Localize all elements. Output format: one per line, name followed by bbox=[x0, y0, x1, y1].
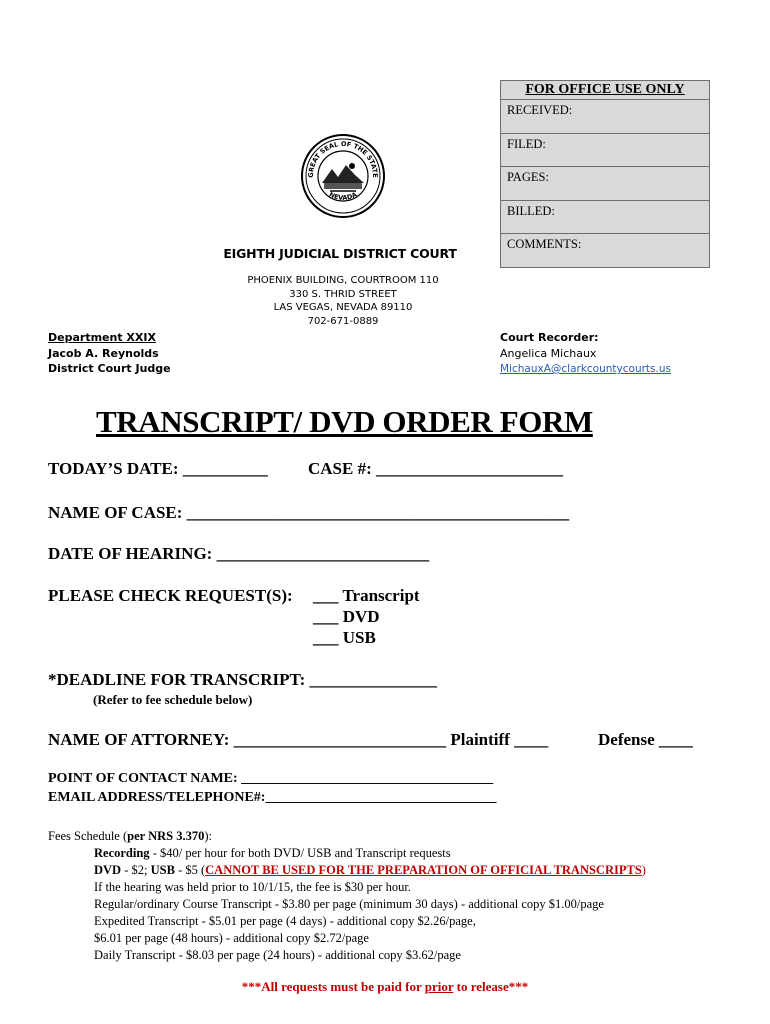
dvd-warning: CANNOT BE USED FOR THE PREPARATION OF OFFICIAL TRANSCRIPTS bbox=[205, 863, 642, 877]
office-row-billed: BILLED: bbox=[501, 201, 709, 235]
svg-text:NEVADA: NEVADA bbox=[327, 190, 359, 202]
attorney-field[interactable]: NAME OF ATTORNEY: _________________________ Plaintiff ____ bbox=[48, 730, 549, 749]
judge-name: Jacob A. Reynolds bbox=[48, 346, 159, 360]
recorder-block bbox=[500, 330, 671, 378]
fees-schedule bbox=[48, 828, 748, 964]
option-dvd[interactable]: ___ DVD bbox=[313, 607, 380, 626]
fee-line: $6.01 per page (48 hours) - additional copy $2.72/page bbox=[94, 931, 369, 945]
fee-dvd-usb: DVD - $2; USB - $5 (CANNOT BE USED FOR THE PREPARATION OF OFFICIAL TRANSCRIPTS) bbox=[94, 863, 646, 877]
fee-recording: Recording - $40/ per hour for both DVD/ USB and Transcript requests bbox=[94, 846, 451, 860]
hearing-date-field[interactable]: DATE OF HEARING: _________________________ bbox=[48, 544, 430, 563]
recorder-email-link[interactable]: MichauxA@clarkcountycourts.us bbox=[500, 363, 671, 375]
case-name-field[interactable]: NAME OF CASE: _____________________________________________ bbox=[48, 503, 570, 522]
office-use-title: FOR OFFICE USE ONLY bbox=[501, 81, 709, 100]
fees-heading: Fees Schedule (per NRS 3.370): bbox=[48, 829, 213, 843]
payment-note: ***All requests must be paid for prior to release*** bbox=[241, 979, 529, 994]
office-row-pages: PAGES: bbox=[501, 167, 709, 201]
recorder-label: Court Recorder: bbox=[500, 331, 599, 344]
recorder-name: Angelica Michaux bbox=[500, 346, 597, 360]
state-seal-icon bbox=[300, 133, 386, 219]
department-name: Department XXIX bbox=[48, 331, 156, 344]
deadline-note: (Refer to fee schedule below) bbox=[93, 692, 253, 707]
office-use-box bbox=[500, 80, 710, 268]
court-address bbox=[193, 274, 493, 328]
option-usb[interactable]: ___ USB bbox=[313, 628, 376, 647]
office-row-filed: FILED: bbox=[501, 134, 709, 168]
fee-line: Regular/ordinary Course Transcript - $3.80 per page (minimum 30 days) - additional copy $1.00/page bbox=[94, 897, 604, 911]
address-line: PHOENIX BUILDING, COURTROOM 110 bbox=[247, 275, 439, 286]
todays-date-field[interactable]: TODAY’S DATE: __________ bbox=[48, 459, 268, 478]
email-phone-field[interactable]: EMAIL ADDRESS/TELEPHONE#:_________________________________ bbox=[48, 790, 497, 805]
case-number-field[interactable]: CASE #: ______________________ bbox=[308, 459, 564, 478]
deadline-field[interactable]: *DEADLINE FOR TRANSCRIPT: _______________ bbox=[48, 670, 437, 689]
office-row-received: RECEIVED: bbox=[501, 100, 709, 134]
fee-line: If the hearing was held prior to 10/1/15, the fee is $30 per hour. bbox=[94, 880, 411, 894]
defense-field[interactable]: Defense ____ bbox=[598, 730, 693, 749]
fee-line: Daily Transcript - $8.03 per page (24 hours) - additional copy $3.62/page bbox=[94, 948, 461, 962]
address-line: 330 S. THRID STREET bbox=[289, 288, 397, 300]
court-title: EIGHTH JUDICIAL DISTRICT COURT bbox=[223, 246, 457, 261]
address-phone: 702-671-0889 bbox=[307, 315, 379, 327]
form-title: TRANSCRIPT/ DVD ORDER FORM bbox=[96, 404, 593, 439]
svg-text:GREAT SEAL OF THE STATE: GREAT SEAL OF THE STATE bbox=[306, 139, 380, 178]
request-check-label: PLEASE CHECK REQUEST(S): bbox=[48, 586, 293, 605]
fee-line: Expedited Transcript - $5.01 per page (4 days) - additional copy $2.26/page, bbox=[94, 914, 476, 928]
address-line: LAS VEGAS, NEVADA 89110 bbox=[273, 302, 413, 313]
judge-role: District Court Judge bbox=[48, 362, 171, 375]
department-block bbox=[48, 330, 171, 377]
office-row-comments: COMMENTS: bbox=[507, 237, 582, 251]
contact-name-field[interactable]: POINT OF CONTACT NAME: ____________________________________ bbox=[48, 771, 494, 786]
option-transcript[interactable]: ___ Transcript bbox=[313, 586, 420, 605]
